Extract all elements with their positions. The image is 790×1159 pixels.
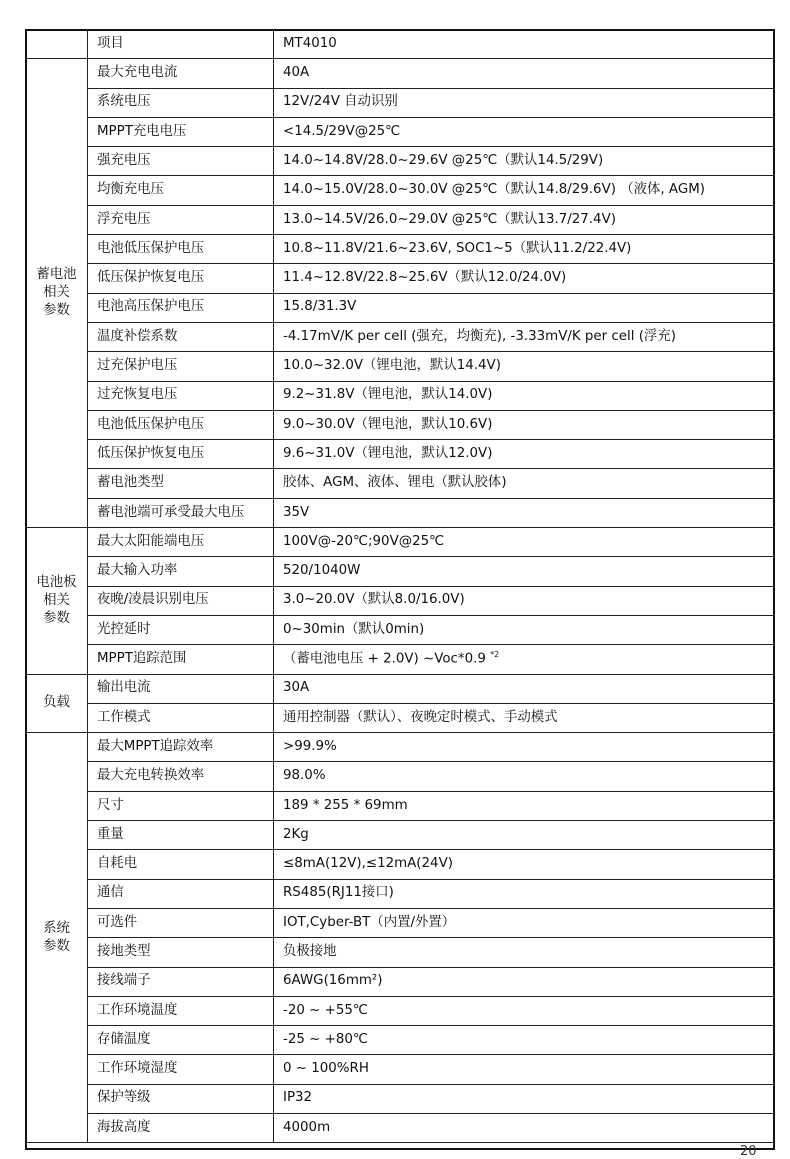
value-text: 9.2~31.8V（锂电池，默认14.0V) bbox=[283, 387, 493, 403]
value-cell bbox=[274, 1113, 774, 1142]
item-cell: 最大充电电流 bbox=[88, 59, 274, 88]
table-row bbox=[26, 557, 774, 586]
value-cell bbox=[274, 967, 774, 996]
value-text: 10.0~32.0V（锂电池，默认14.4V) bbox=[283, 358, 501, 374]
value-text: 6AWG(16mm²) bbox=[283, 973, 383, 989]
table-row bbox=[26, 528, 774, 557]
item-cell: 最大输入功率 bbox=[88, 557, 274, 586]
item-cell: 最大充电转换效率 bbox=[88, 762, 274, 791]
table-row bbox=[26, 615, 774, 644]
table-row bbox=[26, 293, 774, 322]
category-cell: 电池板 相关 参数 bbox=[26, 528, 88, 674]
item-cell: 电池高压保护电压 bbox=[88, 293, 274, 322]
value-text: 10.8~11.8V/21.6~23.6V, SOC1~5（默认11.2/22.4V) bbox=[283, 240, 632, 256]
value-cell bbox=[274, 879, 774, 908]
table-row bbox=[26, 117, 774, 146]
table-row bbox=[26, 176, 774, 205]
value-text: 2Kg bbox=[283, 826, 309, 842]
item-cell: 温度补偿系数 bbox=[88, 322, 274, 351]
table-row bbox=[26, 733, 774, 762]
value-cell bbox=[274, 557, 774, 586]
value-text: 4000m bbox=[283, 1119, 331, 1135]
table-row bbox=[26, 147, 774, 176]
table-row bbox=[26, 264, 774, 293]
footnote-marker: *2 bbox=[490, 650, 500, 660]
item-cell: 均衡充电压 bbox=[88, 176, 274, 205]
value-cell bbox=[274, 176, 774, 205]
value-text: 12V/24V 自动识别 bbox=[283, 94, 398, 110]
table-header-row bbox=[26, 30, 774, 59]
value-text: 胶体、AGM、液体、锂电（默认胶体) bbox=[283, 475, 507, 491]
table-row bbox=[26, 469, 774, 498]
value-text: 14.0~14.8V/28.0~29.6V @25℃（默认14.5/29V) bbox=[283, 152, 604, 168]
category-cell: 系统 参数 bbox=[26, 733, 88, 1143]
value-text: 98.0% bbox=[283, 768, 326, 784]
item-cell: 工作模式 bbox=[88, 703, 274, 732]
value-cell bbox=[274, 586, 774, 615]
table-row bbox=[26, 410, 774, 439]
value-text: 30A bbox=[283, 680, 310, 696]
table-row bbox=[26, 1084, 774, 1113]
item-cell: 光控延时 bbox=[88, 615, 274, 644]
item-cell: 夜晚/凌晨识别电压 bbox=[88, 586, 274, 615]
value-text: 520/1040W bbox=[283, 563, 361, 579]
value-cell bbox=[274, 498, 774, 527]
spec-table-body bbox=[26, 30, 774, 1143]
item-cell: 接地类型 bbox=[88, 938, 274, 967]
table-row bbox=[26, 996, 774, 1025]
header-model-cell: MT4010 bbox=[274, 30, 774, 59]
item-cell: 通信 bbox=[88, 879, 274, 908]
item-cell: 系统电压 bbox=[88, 88, 274, 117]
value-cell bbox=[274, 938, 774, 967]
category-cell: 蓄电池 相关 参数 bbox=[26, 59, 88, 528]
value-text: >99.9% bbox=[283, 738, 337, 754]
value-cell bbox=[274, 850, 774, 879]
value-cell bbox=[274, 410, 774, 439]
value-cell bbox=[274, 615, 774, 644]
value-text: 189 * 255 * 69mm bbox=[283, 797, 408, 813]
value-text: 负极接地 bbox=[283, 943, 337, 959]
value-text: 100V@-20℃;90V@25℃ bbox=[283, 533, 445, 549]
table-row bbox=[26, 322, 774, 351]
value-cell bbox=[274, 791, 774, 820]
item-cell: 存储温度 bbox=[88, 1026, 274, 1055]
item-cell: 强充电压 bbox=[88, 147, 274, 176]
item-cell: 尺寸 bbox=[88, 791, 274, 820]
item-cell: 接线端子 bbox=[88, 967, 274, 996]
table-row bbox=[26, 352, 774, 381]
value-text: 11.4~12.8V/22.8~25.6V（默认12.0/24.0V) bbox=[283, 270, 567, 286]
value-cell bbox=[274, 469, 774, 498]
value-cell bbox=[274, 1055, 774, 1084]
value-cell bbox=[274, 322, 774, 351]
value-text: 0 ~ 100%RH bbox=[283, 1061, 369, 1077]
table-row bbox=[26, 1113, 774, 1142]
table-row bbox=[26, 762, 774, 791]
value-text: 14.0~15.0V/28.0~30.0V @25℃（默认14.8/29.6V) （液体, AGM) bbox=[283, 182, 705, 198]
table-row bbox=[26, 88, 774, 117]
value-cell bbox=[274, 205, 774, 234]
value-text: 35V bbox=[283, 504, 310, 520]
item-cell: 工作环境温度 bbox=[88, 996, 274, 1025]
value-cell bbox=[274, 440, 774, 469]
value-cell bbox=[274, 352, 774, 381]
value-text: IOT,Cyber-BT（内置/外置） bbox=[283, 914, 456, 930]
value-text: -20 ~ +55℃ bbox=[283, 1002, 368, 1018]
value-cell bbox=[274, 908, 774, 937]
value-text: 15.8/31.3V bbox=[283, 299, 357, 315]
table-row bbox=[26, 440, 774, 469]
table-row bbox=[26, 498, 774, 527]
category-cell: 负载 bbox=[26, 674, 88, 733]
value-cell bbox=[274, 703, 774, 732]
value-cell bbox=[274, 674, 774, 703]
value-text: ≤8mA(12V),≤12mA(24V) bbox=[283, 856, 453, 872]
table-row bbox=[26, 879, 774, 908]
header-blank-cell bbox=[26, 30, 88, 59]
item-cell: 浮充电压 bbox=[88, 205, 274, 234]
value-cell bbox=[274, 59, 774, 88]
item-cell: MPPT充电电压 bbox=[88, 117, 274, 146]
item-cell: 保护等级 bbox=[88, 1084, 274, 1113]
value-cell bbox=[274, 1084, 774, 1113]
item-cell: 电池低压保护电压 bbox=[88, 235, 274, 264]
item-cell: 蓄电池端可承受最大电压 bbox=[88, 498, 274, 527]
table-row bbox=[26, 821, 774, 850]
item-cell: 最大MPPT追踪效率 bbox=[88, 733, 274, 762]
value-text: 9.0~30.0V（锂电池，默认10.6V) bbox=[283, 416, 493, 432]
item-cell: 可选件 bbox=[88, 908, 274, 937]
table-row bbox=[26, 235, 774, 264]
value-cell bbox=[274, 762, 774, 791]
item-cell: 海拔高度 bbox=[88, 1113, 274, 1142]
table-row bbox=[26, 59, 774, 88]
table-row bbox=[26, 381, 774, 410]
value-text: RS485(RJ11接口) bbox=[283, 885, 394, 901]
table-row bbox=[26, 703, 774, 732]
item-cell: 蓄电池类型 bbox=[88, 469, 274, 498]
item-cell: 过充保护电压 bbox=[88, 352, 274, 381]
table-row bbox=[26, 967, 774, 996]
item-cell: 电池低压保护电压 bbox=[88, 410, 274, 439]
value-text: 9.6~31.0V（锂电池，默认12.0V) bbox=[283, 445, 493, 461]
value-cell bbox=[274, 117, 774, 146]
value-cell bbox=[274, 147, 774, 176]
value-text: 40A bbox=[283, 65, 310, 81]
value-cell bbox=[274, 381, 774, 410]
table-row bbox=[26, 908, 774, 937]
value-cell bbox=[274, 88, 774, 117]
header-item-cell: 项目 bbox=[88, 30, 274, 59]
value-text: （蓄电池电压 + 2.0V) ~Voc*0.9 bbox=[283, 651, 486, 667]
value-text: -4.17mV/K per cell (强充，均衡充), -3.33mV/K per cell (浮充) bbox=[283, 328, 676, 344]
table-row bbox=[26, 1026, 774, 1055]
value-text: 通用控制器（默认）、夜晚定时模式、手动模式 bbox=[283, 709, 558, 725]
table-row bbox=[26, 645, 774, 674]
item-cell: 输出电流 bbox=[88, 674, 274, 703]
value-cell bbox=[274, 645, 774, 674]
value-text: <14.5/29V@25℃ bbox=[283, 123, 401, 139]
item-cell: MPPT追踪范围 bbox=[88, 645, 274, 674]
table-row bbox=[26, 1055, 774, 1084]
item-cell: 工作环境湿度 bbox=[88, 1055, 274, 1084]
value-cell bbox=[274, 528, 774, 557]
spec-table bbox=[25, 29, 774, 1143]
value-text: 13.0~14.5V/26.0~29.0V @25℃（默认13.7/27.4V) bbox=[283, 211, 616, 227]
item-cell: 最大太阳能端电压 bbox=[88, 528, 274, 557]
table-row bbox=[26, 674, 774, 703]
item-cell: 重量 bbox=[88, 821, 274, 850]
value-text: 3.0~20.0V（默认8.0/16.0V) bbox=[283, 592, 465, 608]
value-text: -25 ~ +80℃ bbox=[283, 1031, 368, 1047]
table-row bbox=[26, 586, 774, 615]
value-cell bbox=[274, 733, 774, 762]
item-cell: 过充恢复电压 bbox=[88, 381, 274, 410]
table-row bbox=[26, 850, 774, 879]
value-cell bbox=[274, 293, 774, 322]
item-cell: 低压保护恢复电压 bbox=[88, 264, 274, 293]
item-cell: 低压保护恢复电压 bbox=[88, 440, 274, 469]
value-cell bbox=[274, 1026, 774, 1055]
value-cell bbox=[274, 996, 774, 1025]
value-cell bbox=[274, 821, 774, 850]
table-row bbox=[26, 938, 774, 967]
item-cell: 自耗电 bbox=[88, 850, 274, 879]
page-number: 20 bbox=[740, 1144, 757, 1159]
value-text: IP32 bbox=[283, 1090, 313, 1106]
value-cell bbox=[274, 235, 774, 264]
table-row bbox=[26, 205, 774, 234]
table-row bbox=[26, 791, 774, 820]
value-cell bbox=[274, 264, 774, 293]
value-text: 0~30min（默认0min) bbox=[283, 621, 425, 637]
